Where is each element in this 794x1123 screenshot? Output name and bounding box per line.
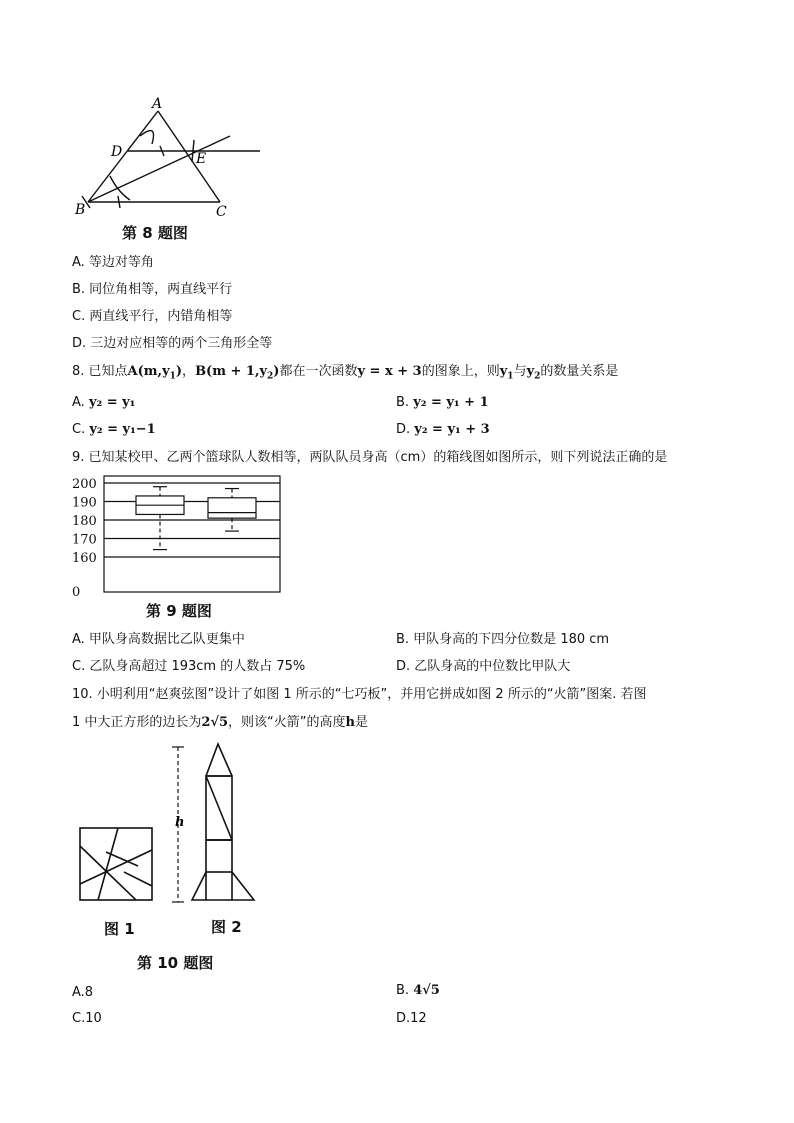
chart-frame	[104, 476, 280, 592]
q7-option-a: A. 等边对等角	[72, 255, 154, 270]
y-tick-label: 170	[72, 532, 97, 548]
tangram-square-figure	[78, 826, 156, 904]
q7-option-c: C. 两直线平行，内错角相等	[72, 309, 233, 324]
q9-option-c: C. 乙队身高超过 193cm 的人数占 75%	[72, 659, 306, 674]
q8-stem: 8. 已知点$A(m,y_1)$，$B(m + 1,y_2)$都在一次函数y = x + 3的图象上，则$y_1$与$y_2$的数量关系是	[72, 364, 619, 382]
q10-option-d: D.12	[396, 1011, 427, 1026]
q10-stem-line1: 10. 小明利用“赵爽弦图”设计了如图 1 所示的“七巧板”，并用它拼成如图 2 所示的“火箭”图案. 若图	[72, 687, 647, 702]
box-0	[136, 487, 184, 550]
q8-option-c: C. y₂ = y₁−1	[72, 422, 156, 437]
fig2-caption: 图 2	[211, 918, 242, 936]
q10-option-a: A.8	[72, 985, 94, 1000]
q7-option-d: D. 三边对应相等的两个三角形全等	[72, 336, 273, 351]
q9-option-d: D. 乙队身高的中位数比甲队大	[396, 659, 571, 674]
q8-option-a: A. y₂ = y₁	[72, 395, 136, 410]
q8-figure-caption: 第 8 题图	[122, 224, 188, 242]
triangle-figure-q8	[70, 92, 270, 222]
y-tick-label: 180	[72, 514, 97, 529]
label-C: C	[216, 204, 227, 220]
y-tick-label: 0	[72, 585, 81, 600]
q10-option-b: B. 4√5	[396, 983, 440, 998]
fig1-caption: 图 1	[104, 920, 135, 938]
y-tick-label: 190	[72, 495, 97, 511]
q9-figure-caption: 第 9 题图	[146, 602, 212, 620]
q10-figure-caption: 第 10 题图	[137, 954, 214, 972]
rocket-figure	[160, 742, 260, 904]
q7-option-b: B. 同位角相等，两直线平行	[72, 282, 233, 297]
y-tick-label: 200	[72, 477, 97, 492]
box-iqr	[208, 498, 256, 518]
q9-option-b: B. 甲队身高的下四分位数是 180 cm	[396, 632, 610, 647]
q9-stem: 9. 已知某校甲、乙两个篮球队人数相等，两队队员身高（cm）的箱线图如图所示，则下列说法正确的是	[72, 450, 668, 465]
y-tick-label: 160	[72, 551, 97, 566]
q9-option-a: A. 甲队身高数据比乙队更集中	[72, 632, 245, 647]
label-D: D	[111, 144, 123, 160]
q8-option-b: B. y₂ = y₁ + 1	[396, 395, 489, 410]
boxplot-chart-q9	[72, 474, 284, 600]
q8-option-d: D. y₂ = y₁ + 3	[396, 422, 490, 437]
label-A: A	[152, 96, 163, 112]
label-E: E	[196, 151, 207, 167]
q10-stem-line2: 1 中大正方形的边长为2√5，则该“火箭”的高度h是	[72, 715, 368, 730]
box-1	[208, 489, 256, 532]
q10-option-c: C.10	[72, 1011, 102, 1026]
h-label: h	[175, 815, 185, 830]
label-B: B	[75, 202, 86, 218]
